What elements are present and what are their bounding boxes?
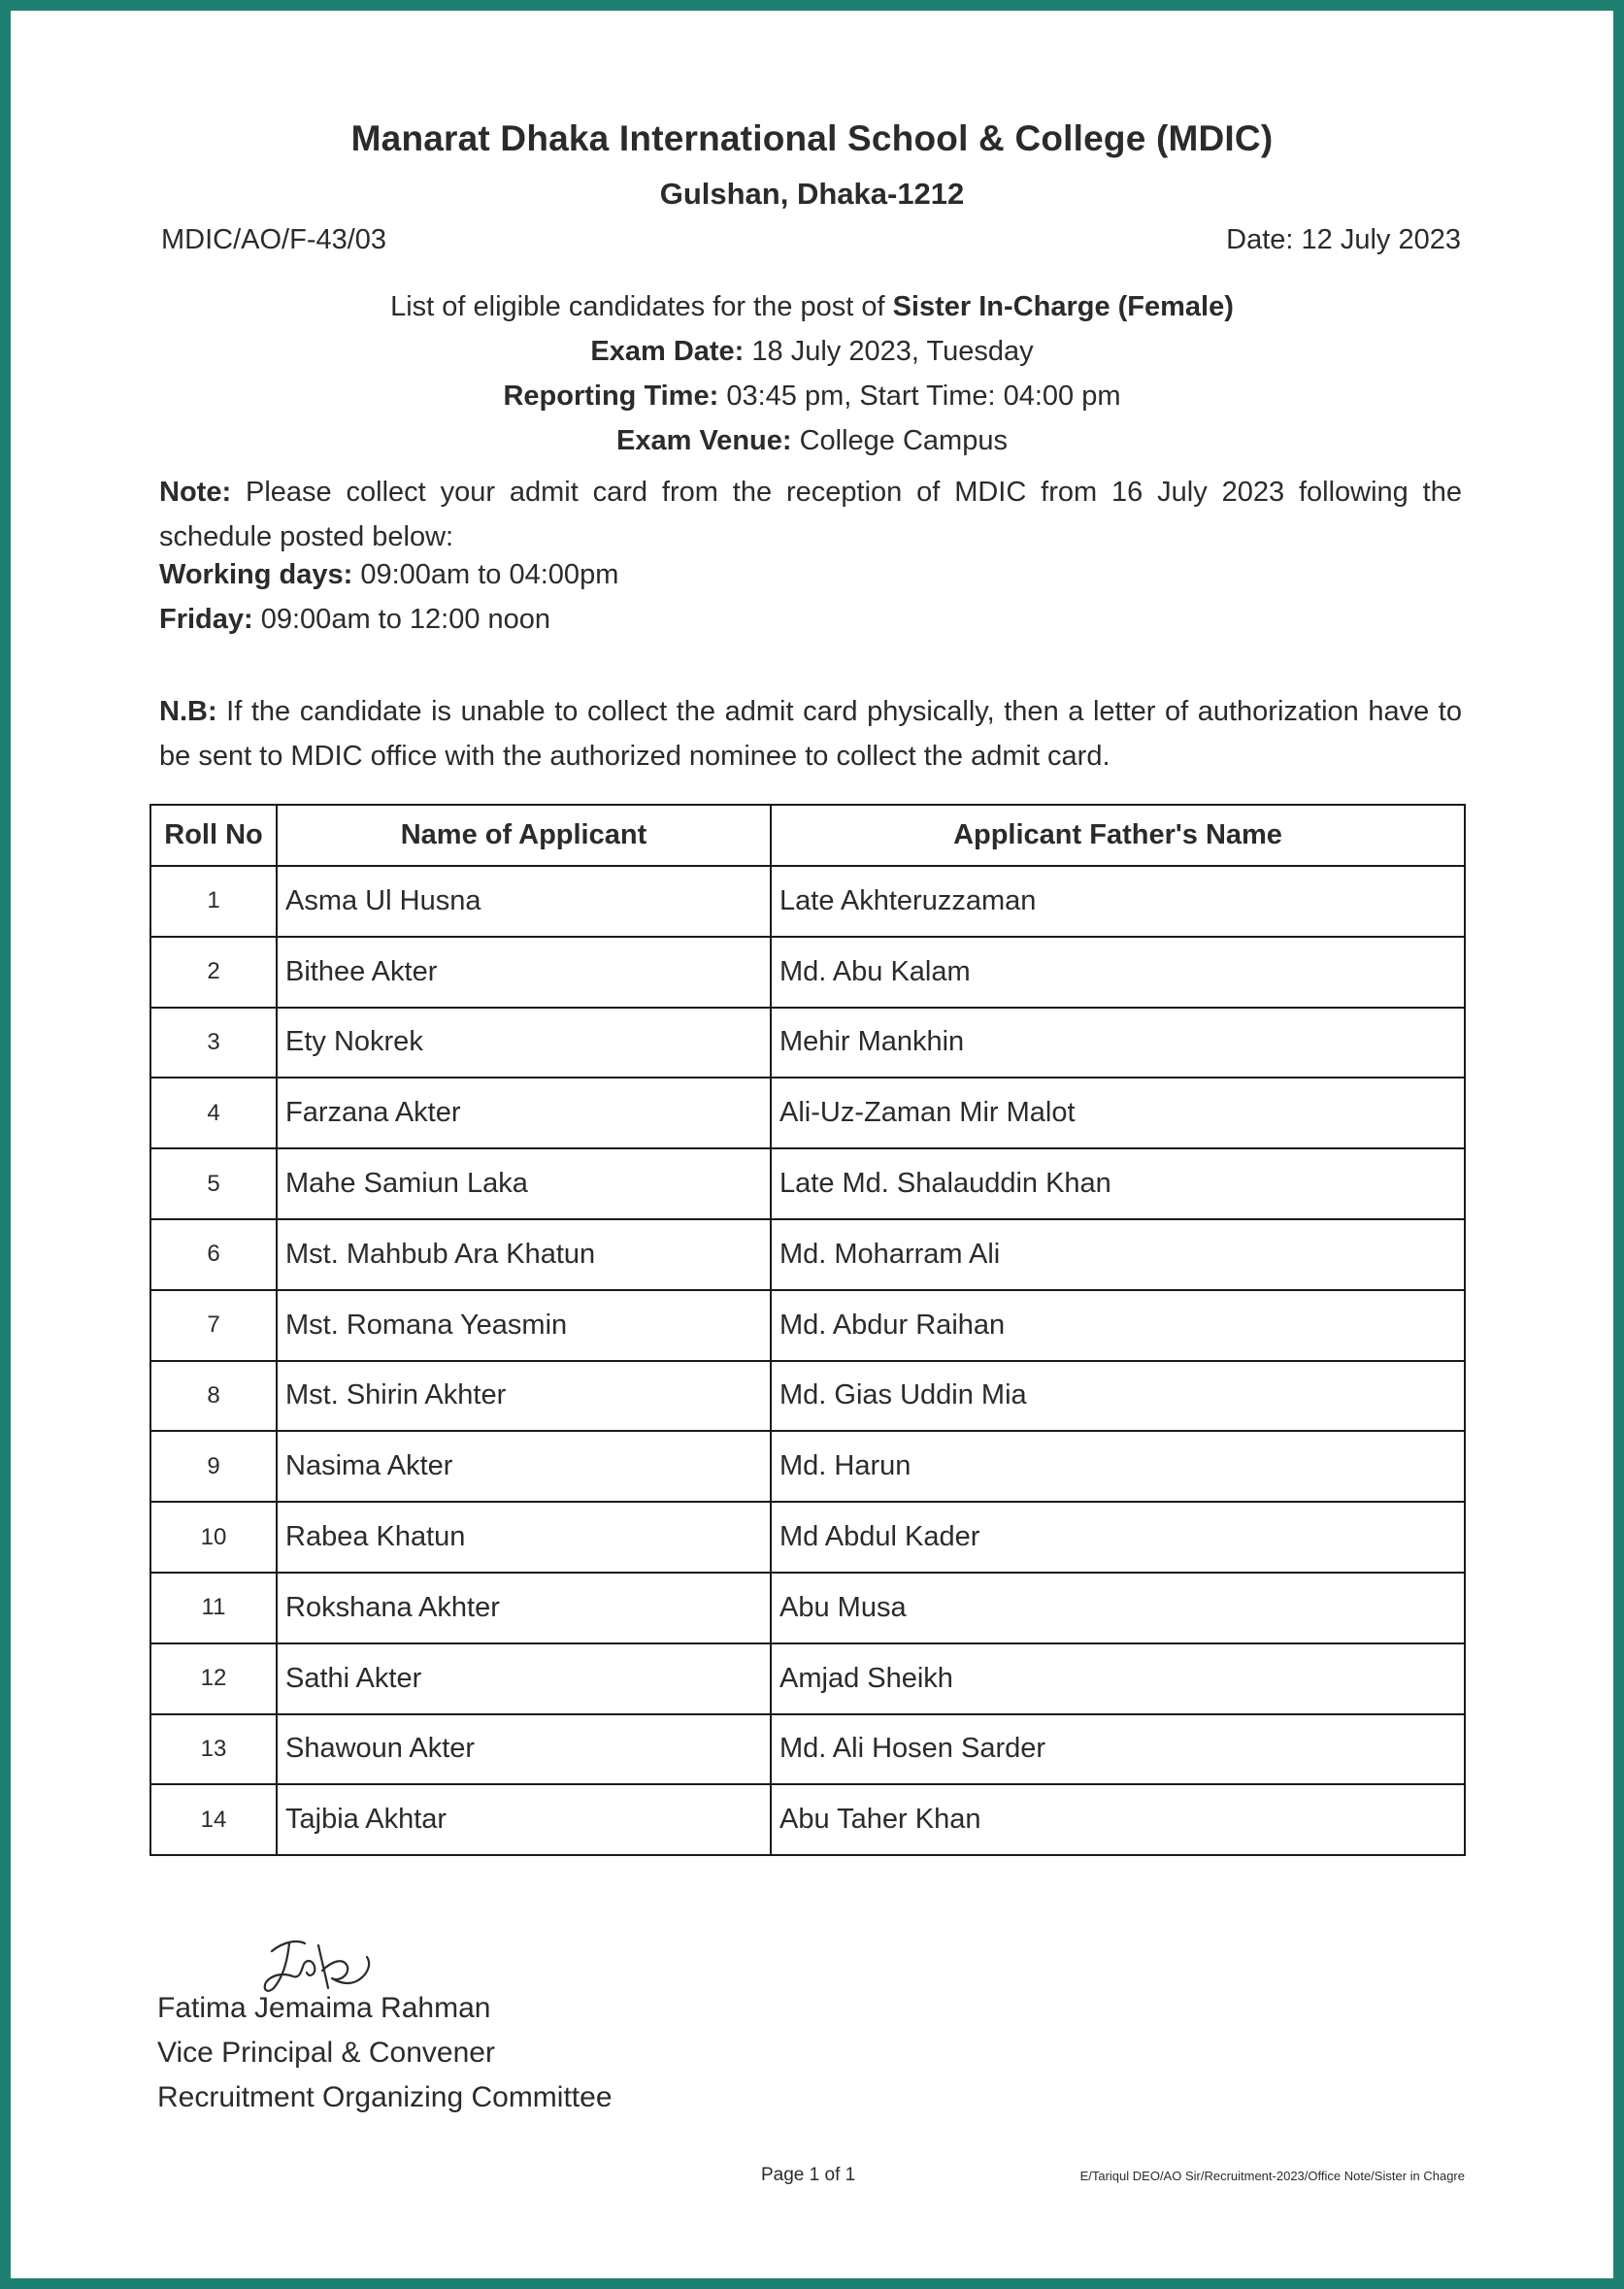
father-name-cell: Abu Musa (771, 1573, 1465, 1643)
table-row (150, 1431, 1465, 1502)
father-name-cell: Md. Moharram Ali (771, 1219, 1465, 1290)
roll-cell: 13 (150, 1714, 277, 1785)
roll-cell: 9 (150, 1431, 277, 1502)
table-row (150, 1573, 1465, 1643)
post-prefix: List of eligible candidates for the post of (390, 291, 893, 322)
friday-line (159, 604, 550, 636)
table-row (150, 866, 1465, 937)
applicant-name-cell: Rokshana Akhter (277, 1573, 771, 1643)
table-row (150, 1078, 1465, 1148)
header-roll-no: Roll No (150, 805, 277, 866)
father-name-cell: Md. Gias Uddin Mia (771, 1361, 1465, 1432)
reporting-time-value: 03:45 pm, Start Time: 04:00 pm (718, 381, 1121, 412)
working-days-value: 09:00am to 04:00pm (352, 559, 619, 590)
exam-date-value: 18 July 2023, Tuesday (744, 336, 1034, 367)
roll-cell: 7 (150, 1290, 277, 1361)
father-name-cell: Md. Abdur Raihan (771, 1290, 1465, 1361)
table-row (150, 1643, 1465, 1714)
table-row (150, 1008, 1465, 1078)
reference-number: MDIC/AO/F-43/03 (161, 224, 387, 255)
applicant-name-cell: Mahe Samiun Laka (277, 1148, 771, 1219)
working-days-line (159, 559, 618, 591)
roll-cell: 12 (150, 1643, 277, 1714)
table-row (150, 1219, 1465, 1290)
friday-label: Friday: (159, 604, 253, 635)
applicant-name-cell: Mst. Romana Yeasmin (277, 1290, 771, 1361)
table-row (150, 1361, 1465, 1432)
header-applicant-name: Name of Applicant (277, 805, 771, 866)
post-line (0, 291, 1624, 323)
roll-cell: 11 (150, 1573, 277, 1643)
reporting-time-line (0, 381, 1624, 413)
file-path: E/Tariqul DEO/AO Sir/Recruitment-2023/Office Note/Sister in Chagre (1079, 2169, 1465, 2183)
father-name-cell: Late Md. Shalauddin Khan (771, 1148, 1465, 1219)
exam-venue-line (0, 425, 1624, 457)
applicant-name-cell: Sathi Akter (277, 1643, 771, 1714)
father-name-cell: Md. Harun (771, 1431, 1465, 1502)
signatory-title: Vice Principal & Convener (157, 2037, 495, 2069)
applicant-name-cell: Bithee Akter (277, 937, 771, 1008)
friday-value: 09:00am to 12:00 noon (252, 604, 551, 635)
exam-venue-value: College Campus (791, 425, 1008, 456)
exam-venue-label: Exam Venue: (616, 425, 792, 456)
working-days-label: Working days: (159, 559, 353, 590)
school-address: Gulshan, Dhaka-1212 (659, 177, 965, 211)
father-name-cell: Amjad Sheikh (771, 1643, 1465, 1714)
school-name: Manarat Dhaka International School & College (MDIC) (350, 118, 1274, 158)
note-label: Note: (159, 477, 232, 508)
nb-label: N.B: (159, 696, 217, 727)
signatory-committee: Recruitment Organizing Committee (157, 2081, 613, 2113)
table-header-row (150, 805, 1465, 866)
roll-cell: 8 (150, 1361, 277, 1432)
applicant-name-cell: Mst. Mahbub Ara Khatun (277, 1219, 771, 1290)
roll-cell: 4 (150, 1078, 277, 1148)
exam-date-line (0, 336, 1624, 368)
header-father-name: Applicant Father's Name (771, 805, 1465, 866)
father-name-cell: Late Akhteruzzaman (771, 866, 1465, 937)
reporting-time-label: Reporting Time: (503, 381, 719, 412)
table-row (150, 937, 1465, 1008)
table-row (150, 1502, 1465, 1573)
applicant-name-cell: Mst. Shirin Akhter (277, 1361, 771, 1432)
nb-note (159, 689, 1462, 779)
page-number: Page 1 of 1 (761, 2165, 856, 2185)
roll-cell: 3 (150, 1008, 277, 1078)
roll-cell: 10 (150, 1502, 277, 1573)
post-name: Sister In-Charge (Female) (892, 291, 1234, 322)
applicant-name-cell: Tajbia Akhtar (277, 1784, 771, 1855)
roll-cell: 14 (150, 1784, 277, 1855)
table-row (150, 1784, 1465, 1855)
roll-cell: 1 (150, 866, 277, 937)
table-row (150, 1148, 1465, 1219)
table-row (150, 1290, 1465, 1361)
father-name-cell: Md Abdul Kader (771, 1502, 1465, 1573)
roll-cell: 5 (150, 1148, 277, 1219)
notice-date: Date: 12 July 2023 (1226, 224, 1461, 255)
admit-card-note (159, 470, 1462, 559)
applicant-name-cell: Ety Nokrek (277, 1008, 771, 1078)
roll-cell: 6 (150, 1219, 277, 1290)
father-name-cell: Mehir Mankhin (771, 1008, 1465, 1078)
father-name-cell: Abu Taher Khan (771, 1784, 1465, 1855)
applicant-name-cell: Rabea Khatun (277, 1502, 771, 1573)
father-name-cell: Ali-Uz-Zaman Mir Malot (771, 1078, 1465, 1148)
exam-date-label: Exam Date: (590, 336, 745, 367)
applicant-name-cell: Asma Ul Husna (277, 866, 771, 937)
roll-cell: 2 (150, 937, 277, 1008)
nb-text: If the candidate is unable to collect the admit card physically, then a letter of authorization have to be sent to MDIC office with the authorized nominee to collect the admit card. (159, 696, 1462, 772)
applicant-name-cell: Nasima Akter (277, 1431, 771, 1502)
applicant-name-cell: Farzana Akter (277, 1078, 771, 1148)
applicant-name-cell: Shawoun Akter (277, 1714, 771, 1785)
father-name-cell: Md. Ali Hosen Sarder (771, 1714, 1465, 1785)
candidate-table (149, 804, 1466, 1856)
note-text: Please collect your admit card from the reception of MDIC from 16 July 2023 following the schedule posted below: (159, 477, 1462, 552)
table-row (150, 1714, 1465, 1785)
signatory-name: Fatima Jemaima Rahman (157, 1992, 491, 2024)
father-name-cell: Md. Abu Kalam (771, 937, 1465, 1008)
